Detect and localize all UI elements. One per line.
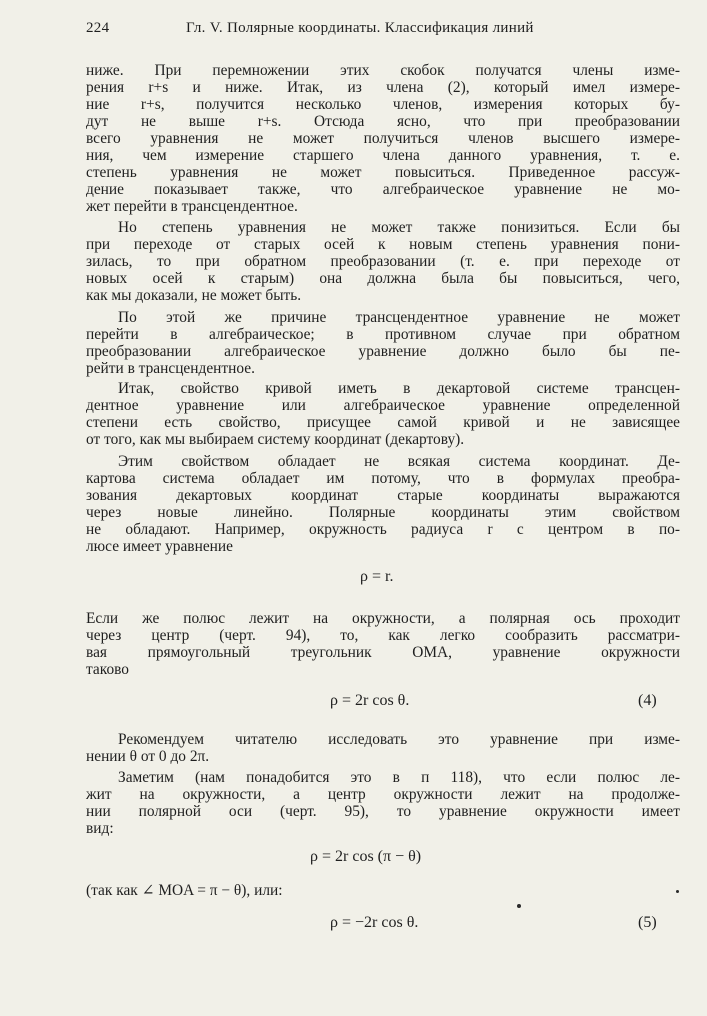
text-line: Итак, свойство кривой иметь в декартовой системе трансцен- bbox=[118, 380, 680, 397]
text-line: степени есть свойство, присущее самой кривой и не зависящее bbox=[86, 414, 680, 431]
equation-number-4: (4) bbox=[638, 692, 657, 709]
text-line: дение показывает также, что алгебраическое уравнение не мо- bbox=[86, 181, 680, 198]
chapter-title: Гл. V. Полярные координаты. Классификация линий bbox=[186, 20, 534, 36]
text-line: рения r+s и ниже. Итак, из члена (2), который имел измере- bbox=[86, 79, 680, 96]
text-line: Этим свойством обладает не всякая система координат. Де- bbox=[118, 453, 680, 470]
page-number: 224 bbox=[86, 20, 110, 36]
text-line: от того, как мы выбираем систему координат (декартову). bbox=[86, 431, 465, 448]
text-line: как мы доказали, не может быть. bbox=[86, 287, 302, 304]
text-line: перейти в алгебраическое; в противном случае при обратном bbox=[86, 326, 680, 343]
text-line: Если же полюс лежит на окружности, а полярная ось проходит bbox=[86, 610, 680, 627]
text-line: степень уравнения не может повыситься. Приведенное рассуж- bbox=[86, 164, 680, 181]
text-line: зования декартовых координат старые координаты выражаются bbox=[86, 487, 680, 504]
print-speck bbox=[676, 890, 679, 893]
text-line: Заметим (нам понадобится это в п 118), что если полюс ле- bbox=[118, 769, 680, 786]
text-line: жет перейти в трансцендентное. bbox=[86, 198, 298, 215]
text-line: дут не выше r+s. Отсюда ясно, что при преобразовании bbox=[86, 113, 680, 130]
text-line: преобразовании алгебраическое уравнение должно было бы пе- bbox=[86, 343, 680, 360]
text-line: картова система обладает им потому, что в формулах преобра- bbox=[86, 470, 680, 487]
text-line: (так как ∠ MOA = π − θ), или: bbox=[86, 882, 283, 899]
text-line: вая прямоугольный треугольник OMA, уравнение окружности bbox=[86, 644, 680, 661]
text-line: вид: bbox=[86, 820, 114, 837]
text-line: Но степень уравнения не может также понизиться. Если бы bbox=[118, 219, 680, 236]
text-line: таково bbox=[86, 661, 129, 678]
running-header bbox=[86, 20, 671, 44]
equation-number-5: (5) bbox=[638, 914, 657, 931]
text-line: дентное уравнение или алгебраическое уравнение определенной bbox=[86, 397, 680, 414]
formula-rho-r: ρ = r. bbox=[360, 568, 394, 585]
text-line: не обладают. Например, окружность радиуса r с центром в по- bbox=[86, 521, 680, 538]
text-line: ниже. При перемножении этих скобок получатся члены изме- bbox=[86, 62, 680, 79]
text-line: нии полярной оси (черт. 95), то уравнение окружности имеет bbox=[86, 803, 680, 820]
text-line: ние r+s, получится несколько членов, измерения которых бу- bbox=[86, 96, 680, 113]
formula-circle-4: ρ = 2r cos θ. bbox=[330, 692, 410, 709]
formula-circle-5: ρ = −2r cos θ. bbox=[330, 914, 419, 931]
text-line: рейти в трансцендентное. bbox=[86, 360, 255, 377]
text-line: Рекомендуем читателю исследовать это уравнение при изме- bbox=[118, 731, 680, 748]
formula-circle-pi: ρ = 2r cos (π − θ) bbox=[310, 848, 422, 865]
text-line: зилась, то при обратном преобразовании (т. е. при переходе от bbox=[86, 253, 680, 270]
text-line: люсе имеет уравнение bbox=[86, 538, 233, 555]
text-line: при переходе от старых осей к новым степень уравнения пони- bbox=[86, 236, 680, 253]
text-line: через центр (черт. 94), то, как легко сообразить рассматри- bbox=[86, 627, 680, 644]
text-line: новых осей к старым) она должна была бы повыситься, чего, bbox=[86, 270, 680, 287]
print-speck bbox=[517, 904, 521, 908]
text-line: нении θ от 0 до 2π. bbox=[86, 748, 210, 765]
text-line: жит на окружности, а центр окружности лежит на продолже- bbox=[86, 786, 680, 803]
text-line: ния, чем измерение старшего члена данного уравнения, т. е. bbox=[86, 147, 680, 164]
text-line: всего уравнения не может получиться членов высшего измере- bbox=[86, 130, 680, 147]
text-line: По этой же причине трансцендентное уравнение не может bbox=[118, 309, 680, 326]
text-line: через новые линейно. Полярные координаты этим свойством bbox=[86, 504, 680, 521]
